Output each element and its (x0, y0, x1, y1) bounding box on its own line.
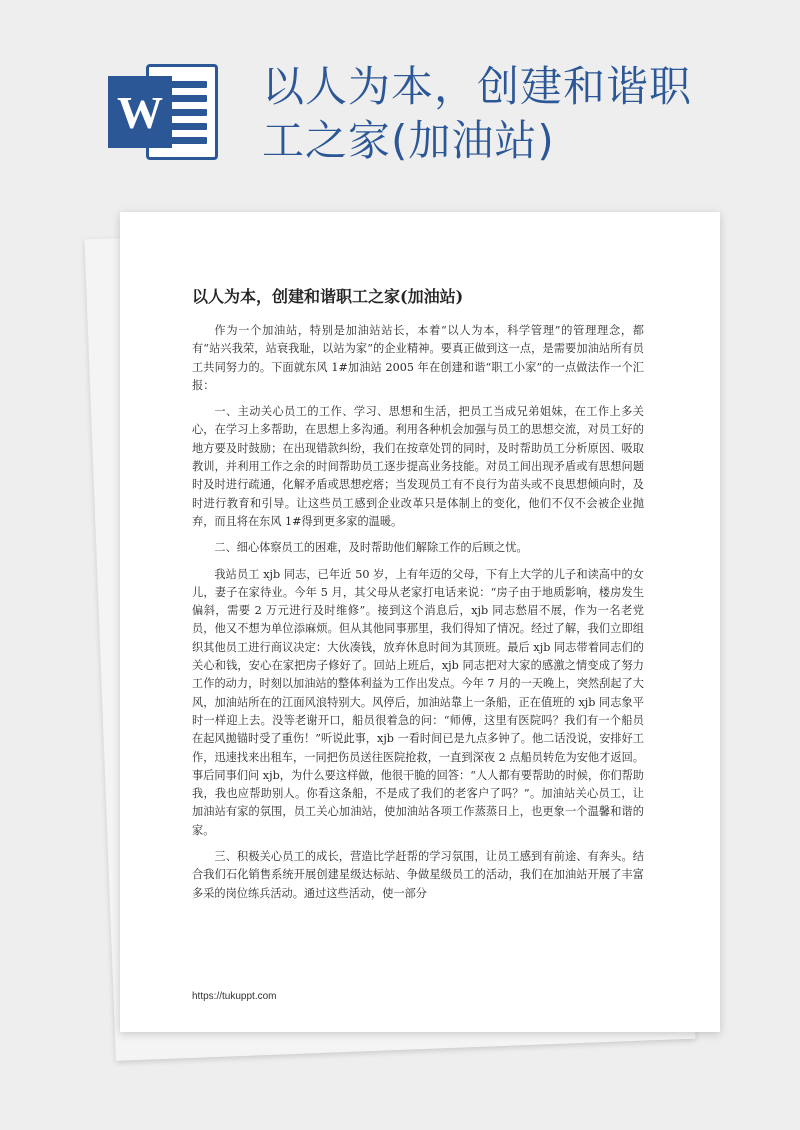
word-document-icon (108, 62, 220, 162)
footer-url[interactable]: https://tukuppt.com (192, 991, 277, 1002)
document-body (192, 322, 644, 911)
document-title: 以人为本，创建和谐职工之家(加油站) (192, 287, 464, 306)
paragraph-section-3: 三、积极关心员工的成长，营造比学赶帮的学习氛围，让员工感到有前途、有奔头。结合我们石化销售系统开展创建星级达标站、争做星级员工的活动，我们在加油站开展了丰富多采的岗位练兵活动。通过这些活动，使一部分 (192, 850, 644, 900)
word-icon-letter: W (108, 76, 172, 148)
paragraph-section-2-story: 我站员工 xjb 同志，已年近 50 岁，上有年迈的父母，下有上大学的儿子和读高中的女儿，妻子在家待业。今年 5 月，其父母从老家打电话来说：“房子由于地质影响，楼房发生偏斜，需要 2 万元进行及时维修”。接到这个消息后，xjb 同志愁眉不展，作为一名老党员，他又不想为单位添麻烦。但从其他同事那里，我们得知了情况。经过了解，我们立即组织其他员工进行商议决定：大伙凑钱，放弃休息时间为其顶班。最后 xjb 同志带着同志们的关心和钱，安心在家把房子修好了。回站上班后，xjb 同志把对大家的感激之情变成了努力工作的动力，时刻以加油站的整体利益为工作出发点。今年 7 月的一天晚上，突然刮起了大风，加油站所在的江面风浪特别大。风停后，加油站靠上一条船，正在值班的 xjb 同志象平时一样迎上去。没等老谢开口，船员很着急的问：“师傅，这里有医院吗？我们有一个船员在起风拋锚时受了重伤！”听说此事，xjb 一看时间已是九点多钟了。他二话没说，安排好工作，迅速找来出租车，一同把伤员送往医院抢救，一直到深夜 2 点船员转危为安他才返回。事后同事们问 xjb，为什么要这样做，他很干脆的回答：“人人都有要帮助的时候，你们帮助我，我也应帮助别人。你看这条船，不是成了我们的老客户了吗？”。加油站关心员工，让加油站有家的氛围，员工关心加油站，使加油站各项工作蒸蒸日上，也更象一个温馨和谐的家。 (192, 567, 644, 837)
page-title: 以人为本，创建和谐职工之家(加油站) (262, 62, 693, 165)
paragraph-section-2-heading: 二、细心体察员工的困难，及时帮助他们解除工作的后顾之忧。 (214, 541, 528, 555)
paragraph-intro: 作为一个加油站，特别是加油站站长，本着“以人为本，科学管理”的管理理念，都有“站兴我荣，站衰我耻，以站为家”的企业精神。要真正做到这一点，是需要加油站所有员工共同努力的。下面就东风 1#加油站 2005 年在创建和谐“职工小家”的一点做法作一个汇报： (192, 324, 644, 392)
header-banner (0, 0, 800, 200)
paragraph-section-1: 一、主动关心员工的工作、学习、思想和生活，把员工当成兄弟姐妹，在工作上多关心，在学习上多帮助，在思想上多沟通。利用各种机会加强与员工的思想交流，对员工好的地方要及时鼓励；在出现错款纠纷，我们在按章处罚的同时，及时帮助员工分析原因、吸取教训，并利用工作之余的时间帮助员工逐步提高业务技能。对员工间出现矛盾或有思想问题时及时进行疏通，化解矛盾或思想疙瘩；当发现员工有不良行为苗头或不良思想倾向时，及时进行教育和引导。让这些员工感到企业改革只是体制上的变化，他们不仅不会被企业抛弃，而且将在东风 1#得到更多家的温暖。 (192, 405, 644, 528)
document-page (120, 212, 720, 1032)
